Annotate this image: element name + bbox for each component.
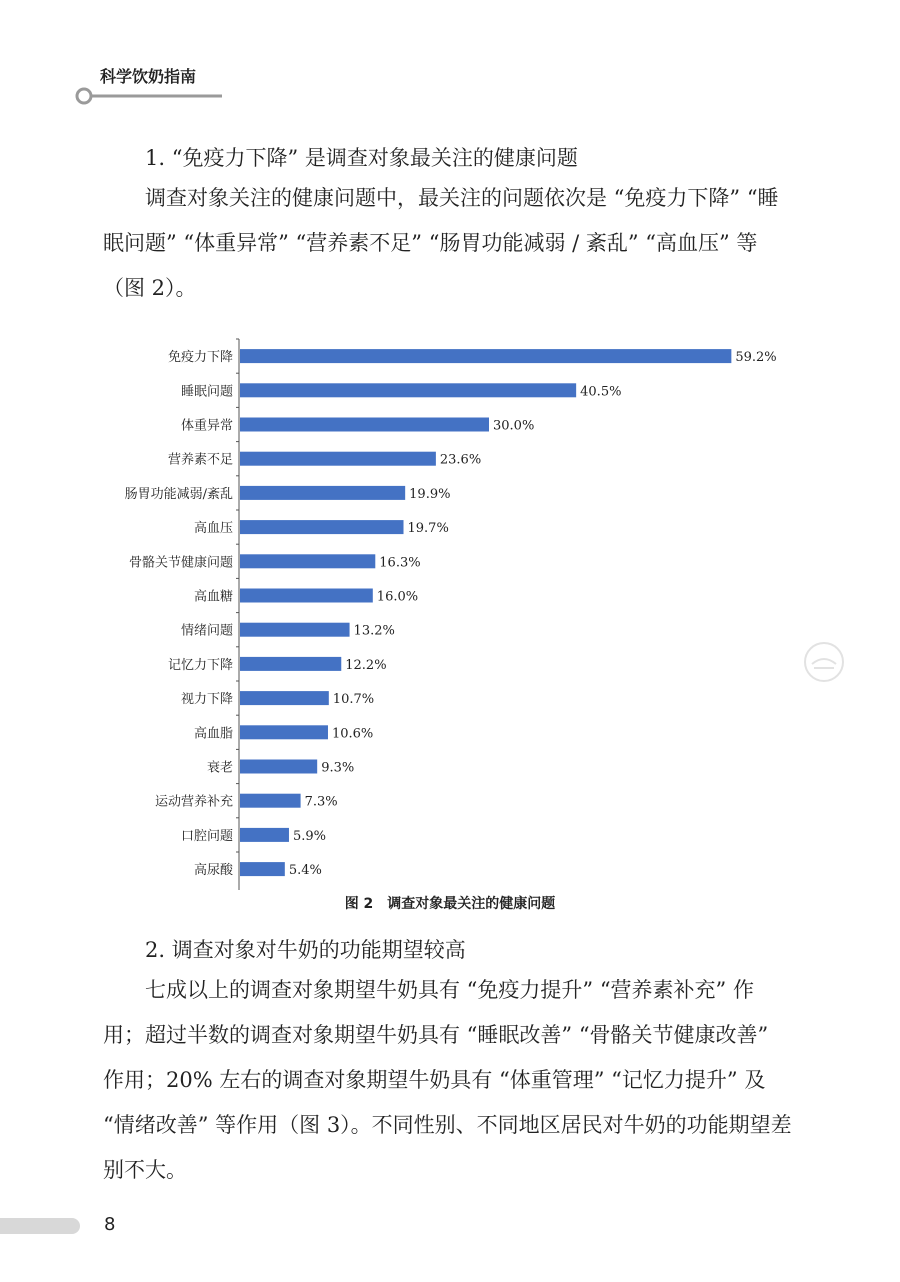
category-label: 肠胃功能减弱/紊乱 — [124, 486, 233, 502]
bar — [240, 862, 285, 876]
bar-value-label: 19.9% — [409, 486, 451, 502]
bar — [240, 486, 405, 500]
bar-value-label: 16.0% — [376, 589, 419, 605]
bar-value-label: 10.6% — [331, 726, 374, 742]
bar-value-label: 30.0% — [493, 418, 535, 434]
bar — [240, 383, 576, 397]
category-label: 高血糖 — [193, 589, 233, 605]
category-label: 情绪问题 — [180, 623, 233, 639]
category-label: 运动营养补充 — [154, 794, 233, 810]
category-label: 视力下降 — [180, 692, 233, 708]
bar-value-label: 59.2% — [735, 350, 777, 366]
header-rule-decoration — [72, 86, 222, 106]
category-label: 记忆力下降 — [167, 657, 233, 673]
bar-value-label: 7.3% — [304, 794, 338, 810]
bar — [240, 657, 341, 671]
health-concerns-bar-chart — [60, 330, 840, 890]
bar-value-label: 12.2% — [345, 657, 387, 673]
section-1-text: 调查对象关注的健康问题中，最关注的问题依次是 “免疫力下降” “睡眠问题” “体重异常” “营养素不足” “肠胃功能减弱 / 紊乱” “高血压” 等（图 2）。 — [103, 186, 779, 300]
bar — [240, 691, 329, 705]
bar-value-label: 5.9% — [292, 828, 327, 844]
bar — [240, 760, 317, 774]
category-label: 高血压 — [193, 521, 233, 537]
bar — [240, 828, 289, 842]
category-label: 营养素不足 — [167, 452, 233, 468]
category-label: 睡眠问题 — [180, 384, 233, 400]
bar-value-label: 19.7% — [407, 521, 449, 537]
category-label: 衰老 — [206, 760, 233, 776]
footer-bar — [0, 1218, 80, 1234]
bar-value-label: 16.3% — [379, 555, 421, 571]
category-label: 高尿酸 — [193, 863, 233, 879]
category-label: 口腔问题 — [180, 828, 233, 844]
section-1-paragraph — [103, 176, 793, 311]
bar — [240, 623, 350, 637]
bar-value-label: 9.3% — [321, 760, 355, 776]
category-label: 高血脂 — [193, 726, 233, 742]
bar-value-label: 40.5% — [580, 384, 622, 400]
bar-value-label: 5.4% — [288, 863, 322, 879]
section-2-text: 七成以上的调查对象期望牛奶具有 “免疫力提升” “营养素补充” 作用；超过半数的调查对象期望牛奶具有 “睡眠改善” “骨骼关节健康改善” 作用；20% 左右的调查对象期望牛奶具有 “体重管理” “记忆力提升” 及 “情绪改善” 等作用（图 3）。不同性别、不同地区居民对牛奶的功能期望差别不大。 — [103, 978, 792, 1182]
figure-caption: 图 2 调查对象最关注的健康问题 — [344, 896, 556, 912]
category-label: 骨骼关节健康问题 — [128, 555, 233, 571]
section-2-title: 2. 调查对象对牛奶的功能期望较高 — [145, 938, 466, 962]
bar — [240, 554, 375, 568]
bar-value-label: 23.6% — [439, 452, 482, 468]
bar-value-label: 13.2% — [353, 623, 395, 639]
running-head: 科学饮奶指南 — [100, 67, 197, 86]
watermark-logo-icon — [802, 640, 846, 684]
bar — [240, 725, 328, 739]
bar — [240, 520, 404, 534]
bar — [240, 418, 489, 432]
section-1-title: 1. “免疫力下降” 是调查对象最关注的健康问题 — [145, 146, 578, 170]
bar — [240, 794, 301, 808]
category-label: 免疫力下降 — [167, 350, 233, 366]
section-2-paragraph — [103, 968, 793, 1193]
bar — [240, 349, 731, 363]
bar-value-label: 10.7% — [332, 692, 375, 708]
bar — [240, 452, 436, 466]
category-label: 体重异常 — [180, 418, 233, 434]
page-number: 8 — [104, 1214, 116, 1235]
bar — [240, 589, 373, 603]
